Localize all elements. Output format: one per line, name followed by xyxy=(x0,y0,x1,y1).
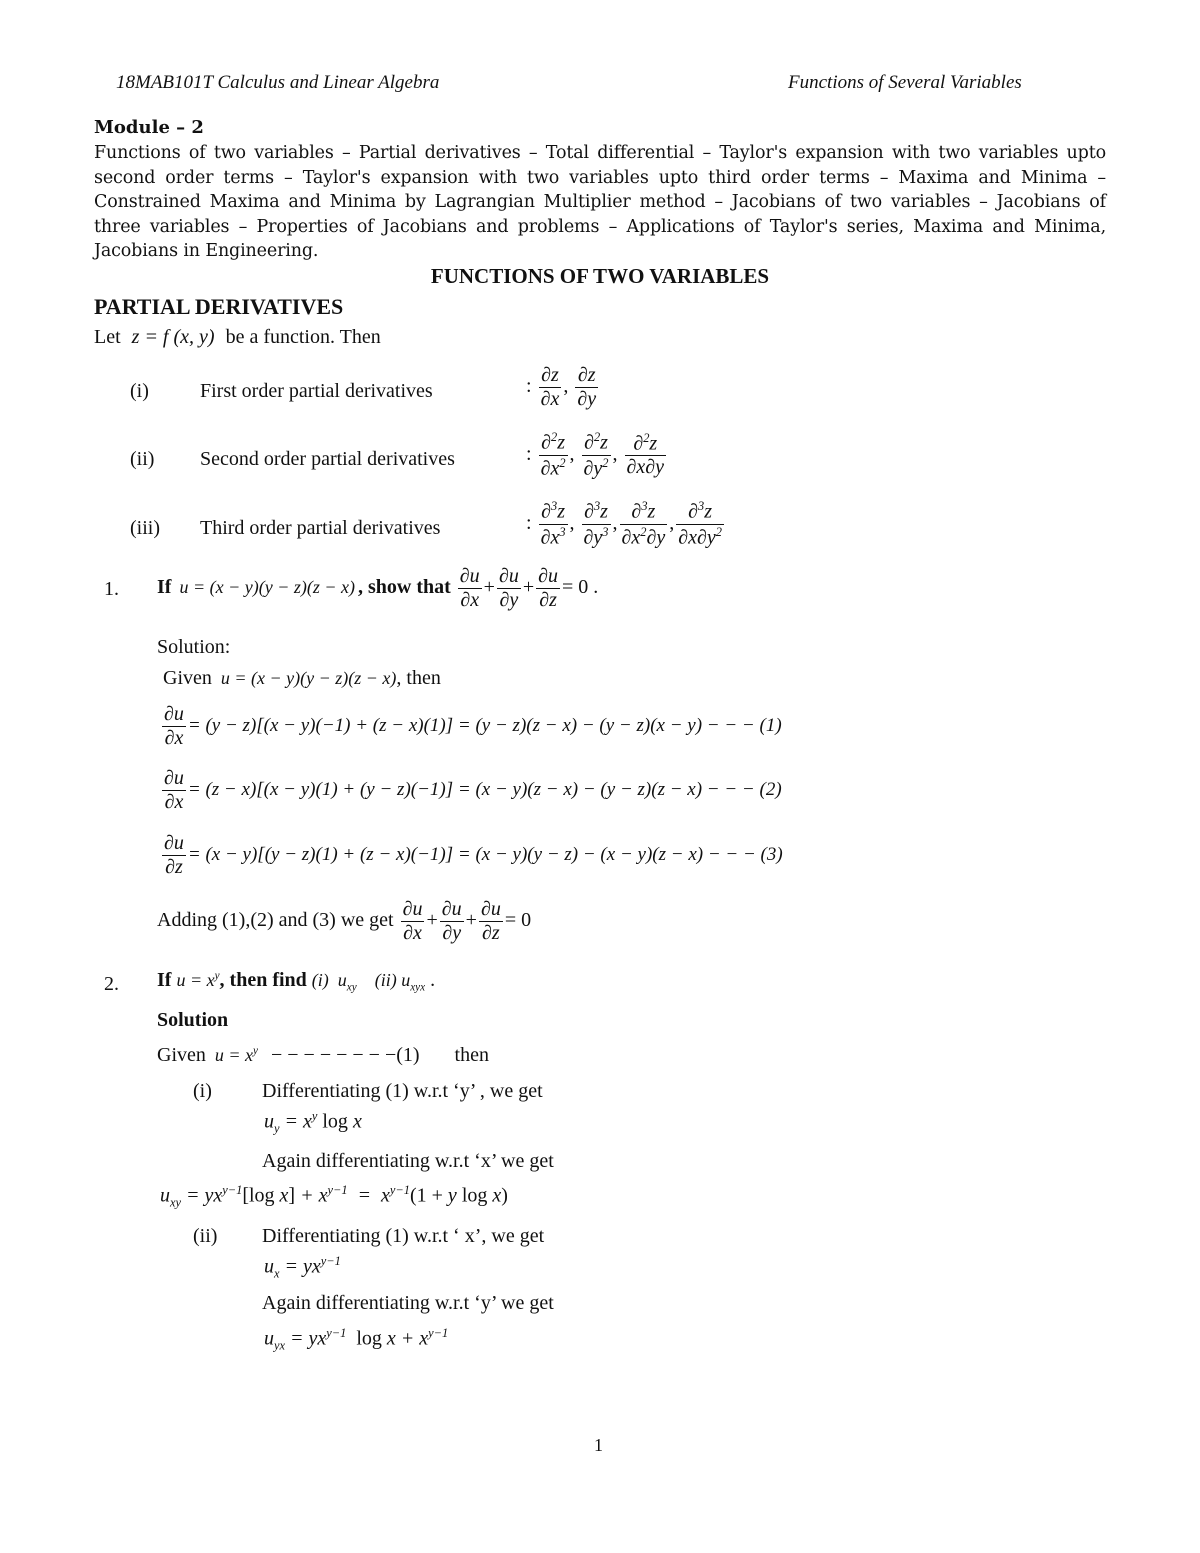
problem-2-given-word: Given xyxy=(157,1044,206,1066)
problem-2-then-find: , then find xyxy=(219,969,307,991)
step-ii-result: $u_x = yx^{y-1}$ xyxy=(264,1254,341,1281)
module-title: Module – 2 xyxy=(94,117,204,138)
intro-line xyxy=(94,326,381,349)
step-i-number: (i) xyxy=(193,1080,212,1102)
step-i-again: Again differentiating w.r.t ‘x’ we get xyxy=(262,1150,554,1172)
problem-1-expr: u = (x − y)(y − z)(z − x) xyxy=(179,577,355,598)
conclusion-text: Adding (1),(2) and (3) we get xyxy=(157,909,394,932)
problem-1-solution-label: Solution: xyxy=(157,636,231,658)
step-i-text: Differentiating (1) w.r.t ‘y’ , we get xyxy=(262,1080,543,1102)
second-order-derivatives: : $\frac{\partial^2z}{\partial x^2}$ , $\frac{\partial^2z}{\partial y^2}$ , $\frac{\partial^2z}{\partial x\partial y}$ xyxy=(526,430,665,480)
header-course-title: 18MAB101T Calculus and Linear Algebra xyxy=(116,72,440,93)
subsection-title: PARTIAL DERIVATIVES xyxy=(94,294,344,319)
problem-1-given-expr: u = (x − y)(y − z)(z − x) xyxy=(220,668,397,688)
section-title: FUNCTIONS OF TWO VARIABLES xyxy=(430,264,770,288)
order-num-1: (i) xyxy=(130,380,149,402)
problem-2-statement: If $u = x^y$, then find (i) $u_{xy}$ (ii) $u_{xyx}$ . xyxy=(157,969,436,994)
step-ii-number: (ii) xyxy=(193,1225,218,1247)
problem-1-conclusion: Adding (1),(2) and (3) we get $\frac{\partial u}{\partial x}$ + $\frac{\partial u}{\partial y}$ + $\frac{\partial u}{\partial z}$ = 0 xyxy=(157,898,532,944)
problem-1-equation-3: $\frac{\partial u}{\partial z}$ = (x − y)[(y − z)(1) + (z − x)(−1)] = (x − y)(y − z) − (x − y)(z − x) − − − (3) xyxy=(164,832,783,878)
header-chapter-title: Functions of Several Variables xyxy=(788,72,1022,93)
intro-expr: z = f (x, y) xyxy=(131,326,215,348)
step-i-final: $u_{xy} = yx^{y-1}[\log$ $x] + x^{y-1} = x^{y-1}(1 + y$ log x) xyxy=(160,1183,508,1210)
problem-2-number: 2. xyxy=(104,973,119,995)
order-label-1: First order partial derivatives xyxy=(200,380,433,402)
step-i-result: $u_y = x^y$ log x xyxy=(264,1109,362,1136)
problem-2-solution-label: Solution xyxy=(157,1009,229,1031)
order-label-3: Third order partial derivatives xyxy=(200,517,441,539)
order-num-3: (iii) xyxy=(130,517,160,539)
intro-before: Let xyxy=(94,326,121,348)
problem-2-given: Given $u = x^y$ − − − − − − − −(1) then xyxy=(157,1044,489,1066)
problem-2-if: If xyxy=(157,969,172,991)
equation-1-rhs: = (y − z)[(x − y)(−1) + (z − x)(1)] = (y − z)(z − x) − (y − z)(x − y) − − − (1) xyxy=(187,715,782,737)
problem-1-statement: If u = (x − y)(y − z)(z − x) , show that $\frac{\partial u}{\partial x}$ + $\frac{\partial u}{\partial y}$ + $\frac{\partial u}{\partial z}$ = 0 . xyxy=(157,565,599,611)
problem-2-then: then xyxy=(454,1044,489,1066)
problem-1-given-then: , then xyxy=(396,667,441,689)
order-label-2: Second order partial derivatives xyxy=(200,448,455,470)
page-number: 1 xyxy=(594,1435,603,1455)
problem-2-dashes: − − − − − − − −(1) xyxy=(270,1044,420,1066)
problem-1-given xyxy=(163,667,441,690)
step-ii-text: Differentiating (1) w.r.t ‘ x’, we get xyxy=(262,1225,545,1247)
order-num-2: (ii) xyxy=(130,448,155,470)
module-syllabus: Functions of two variables – Partial derivatives – Total differential – Taylor's expansion with two variables upto second order terms – Taylor's expansion with two variables upto third order terms – Maxima and Minima – Constrained Maxima and Minima by Lagrangian Multiplier method – Jacobians of two variables – Jacobians of three variables – Properties of Jacobians and problems – Applications of Taylor's series, Maxima and Minima, Jacobians in Engineering. xyxy=(94,143,1106,261)
first-order-derivatives: : $\frac{\partial z}{\partial x}$ , $\frac{\partial z}{\partial y}$ xyxy=(526,364,597,410)
third-order-derivatives: : $\frac{\partial^3z}{\partial x^3}$ , $\frac{\partial^3z}{\partial y^3}$ , $\frac{\partial^3z}{\partial x^2\partial y}$ , $\frac{\partial^3z}{\partial x\partial y^2}$ xyxy=(526,499,722,549)
problem-1-if: If xyxy=(157,576,172,599)
step-ii-final: $u_{yx} = yx^{y-1}$ $\log x + x^{y-1}$ xyxy=(264,1326,449,1353)
step-ii-again: Again differentiating w.r.t ‘y’ we get xyxy=(262,1292,554,1314)
intro-after: be a function. Then xyxy=(225,326,381,348)
equation-2-rhs: = (z − x)[(x − y)(1) + (y − z)(−1)] = (x − y)(z − x) − (y − z)(z − x) − − − (2) xyxy=(187,779,782,801)
problem-1-show: , show that xyxy=(357,576,451,599)
problem-1-given-word: Given xyxy=(163,667,212,689)
problem-1-number: 1. xyxy=(104,578,119,600)
equation-3-rhs: = (x − y)[(y − z)(1) + (z − x)(−1)] = (x − y)(y − z) − (x − y)(z − x) − − − (3) xyxy=(187,844,783,866)
problem-1-equation-1: $\frac{\partial u}{\partial x}$ = (y − z)[(x − y)(−1) + (z − x)(1)] = (y − z)(z − x) − (y − z)(x − y) − − − (1) xyxy=(164,703,782,749)
problem-1-equation-2: $\frac{\partial u}{\partial x}$ = (z − x)[(x − y)(1) + (y − z)(−1)] = (x − y)(z − x) − (y − z)(z − x) − − − (2) xyxy=(164,767,782,813)
